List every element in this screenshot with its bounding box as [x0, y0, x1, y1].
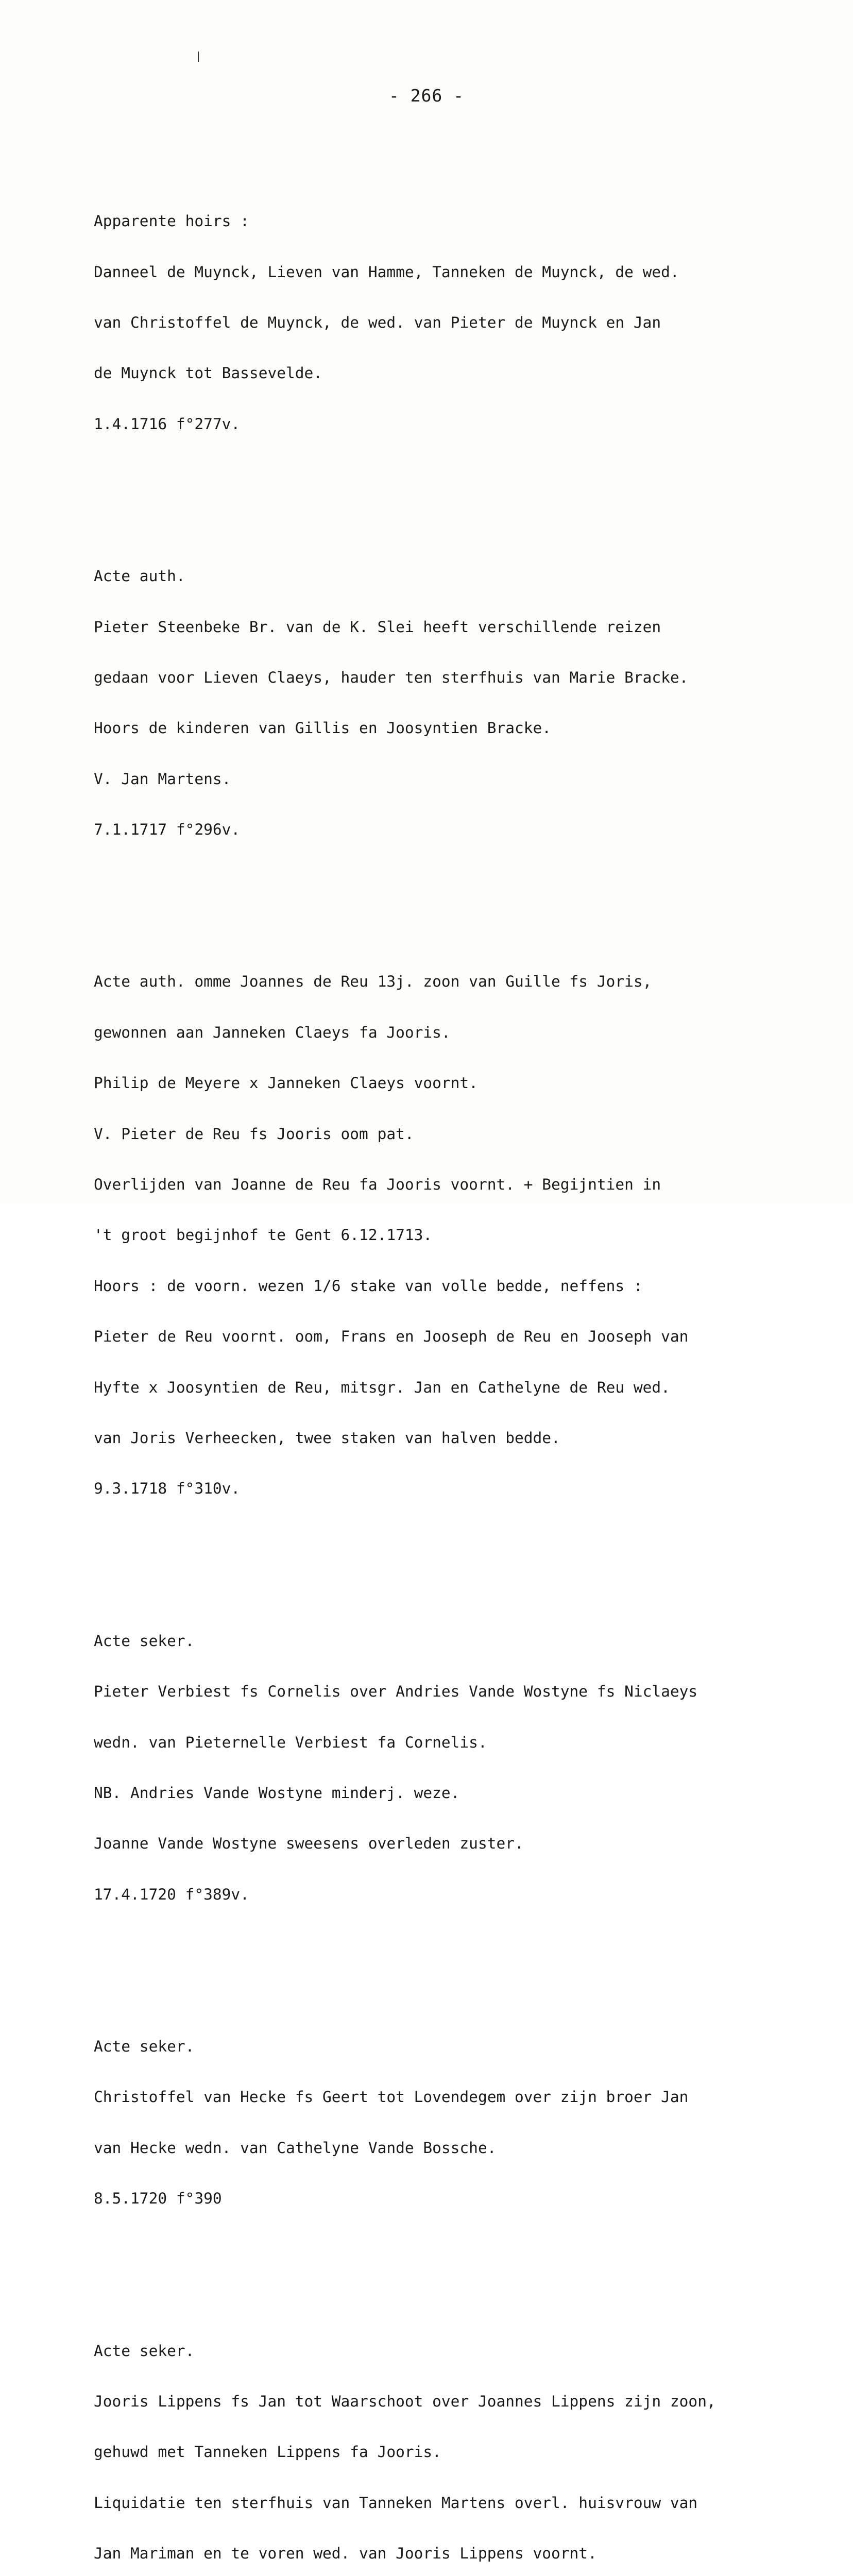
text-line: Philip de Meyere x Janneken Claeys voornt. — [94, 1074, 478, 1092]
text-line: V. Jan Martens. — [94, 770, 231, 788]
text-line: Jooris Lippens fs Jan tot Waarschoot over Joannes Lippens zijn zoon, — [94, 2393, 716, 2410]
text-line: Jan Mariman en te voren wed. van Jooris Lippens voornt. — [94, 2545, 597, 2563]
text-line: Hoors : de voorn. wezen 1/6 stake van volle bedde, neffens : — [94, 1277, 643, 1295]
entry-date: 17.4.1720 f°389v. — [94, 1885, 249, 1903]
text-line: Overlijden van Joanne de Reu fa Jooris voornt. + Begijntien in — [94, 1176, 661, 1194]
entry-type: Acte seker. — [94, 2342, 195, 2360]
text-line: Danneel de Muynck, Lieven van Hamme, Tanneken de Muynck, de wed. — [94, 263, 679, 281]
text-line: gedaan voor Lieven Claeys, hauder ten sterfhuis van Marie Bracke. — [94, 668, 689, 686]
entry-type: Acte seker. — [94, 1632, 195, 1650]
entry-date: 1.4.1716 f°277v. — [94, 415, 241, 433]
text-line: Liquidatie ten sterfhuis van Tanneken Martens overl. huisvrouw van — [94, 2494, 698, 2512]
text-line: 't groot begijnhof te Gent 6.12.1713. — [94, 1226, 433, 1244]
text-line: van Joris Verheecken, twee staken van halven bedde. — [94, 1429, 560, 1447]
text-line: wedn. van Pieternelle Verbiest fa Cornelis. — [94, 1733, 487, 1751]
text-line: Christoffel van Hecke fs Geert tot Lovendegem over zijn broer Jan — [94, 2088, 689, 2106]
text-line: Joanne Vande Wostyne sweesens overleden zuster. — [94, 1835, 524, 1853]
text-line: NB. Andries Vande Wostyne minderj. weze. — [94, 1784, 460, 1802]
entry-4 — [94, 1599, 805, 1937]
entry-5 — [94, 2004, 805, 2241]
entry-type: Acte seker. — [94, 2038, 195, 2056]
entry-date: 7.1.1717 f°296v. — [94, 821, 241, 839]
entry-type: Acte auth. — [94, 567, 185, 585]
text-line: van Christoffel de Muynck, de wed. van Pieter de Muynck en Jan — [94, 313, 661, 331]
text-line: Hyfte x Joosyntien de Reu, mitsgr. Jan en Cathelyne de Reu wed. — [94, 1378, 670, 1396]
entry-date: 9.3.1718 f°310v. — [94, 1480, 241, 1498]
text-line: Pieter Verbiest fs Cornelis over Andries Vande Wostyne fs Niclaeys — [94, 1683, 698, 1701]
entry-6 — [94, 2309, 805, 2576]
text-line: van Hecke wedn. van Cathelyne Vande Bossche. — [94, 2139, 497, 2157]
entry-date: 8.5.1720 f°390 — [94, 2190, 222, 2208]
entry-type: Acte auth. omme Joannes de Reu 13j. zoon van Guille fs Joris, — [94, 973, 652, 991]
entry-1 — [94, 179, 805, 467]
text-line: gehuwd met Tanneken Lippens fa Jooris. — [94, 2443, 441, 2461]
margin-mark — [198, 52, 199, 62]
entry-2 — [94, 534, 805, 872]
text-line: Hoors de kinderen van Gillis en Joosyntien Bracke. — [94, 719, 552, 737]
page-number: - 266 - — [388, 86, 465, 106]
text-line: Pieter Steenbeke Br. van de K. Slei heeft verschillende reizen — [94, 618, 661, 636]
document-body — [94, 145, 805, 2576]
text-line: de Muynck tot Bassevelde. — [94, 364, 323, 382]
text-line: Apparente hoirs : — [94, 212, 249, 230]
text-line: gewonnen aan Janneken Claeys fa Jooris. — [94, 1023, 451, 1041]
text-line: Pieter de Reu voornt. oom, Frans en Jooseph de Reu en Jooseph van — [94, 1328, 689, 1346]
text-line: V. Pieter de Reu fs Jooris oom pat. — [94, 1125, 414, 1143]
entry-3 — [94, 940, 805, 1531]
